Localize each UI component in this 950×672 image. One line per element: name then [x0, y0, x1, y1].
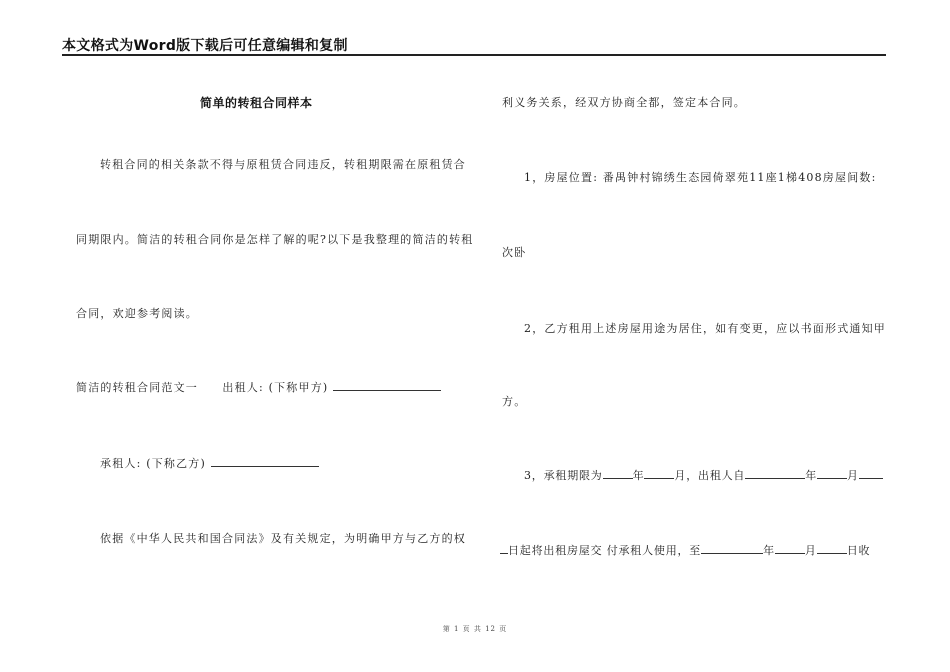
blank-field [745, 468, 805, 479]
blank-field [701, 543, 763, 554]
lessee-blank [211, 456, 319, 467]
document-header [62, 36, 886, 56]
blank-field [817, 468, 847, 479]
blank-field [859, 468, 883, 479]
paragraph-line: 同期限内。简洁的转租合同你是怎样了解的呢?以下是我整理的简洁的转租 [76, 233, 474, 246]
paragraph-line [76, 379, 441, 395]
paragraph-line: 依据《中华人民共和国合同法》及有关规定，为明确甲方与乙方的权 [100, 532, 466, 545]
paragraph-line: 合同，欢迎参考阅读。 [76, 307, 198, 320]
paragraph-line: 次卧 [502, 246, 527, 259]
header-text: 本文格式为Word版下载后可任意编辑和复制 [62, 38, 348, 54]
blank-field [603, 468, 633, 479]
paragraph-line: 方。 [502, 395, 527, 408]
page-number: 第 1 页 共 12 页 [442, 625, 508, 633]
blank-field [775, 543, 805, 554]
document-title: 简单的转租合同样本 [200, 96, 313, 110]
paragraph-line: 2，乙方租用上述房屋用途为居住，如有变更，应以书面形式通知甲 [524, 322, 886, 335]
blank-field [644, 468, 674, 479]
lessor-blank [333, 380, 441, 391]
paragraph-line: 3，承租期限为 年 月，出租人自 年 月 [524, 467, 883, 483]
paragraph-line: 利义务关系，经双方协商全都，签定本合同。 [502, 96, 746, 109]
paragraph-line: 1，房屋位置: 番禺钟村锦绣生态园倚翠苑11座1梯408房屋间数: [524, 171, 877, 184]
blank-field [817, 543, 847, 554]
blank-field [500, 543, 508, 554]
paragraph-line: 日起将出租房屋交 付承租人使用，至 年 月 日收 [500, 542, 870, 558]
paragraph-line: 转租合同的相关条款不得与原租赁合同违反，转租期限需在原租赁合 [100, 158, 466, 171]
lessor-label: 简洁的转租合同范文一 出租人: (下称甲方) [76, 381, 329, 394]
lessee-label: 承租人: (下称乙方) [100, 457, 206, 470]
paragraph-line [100, 455, 319, 471]
